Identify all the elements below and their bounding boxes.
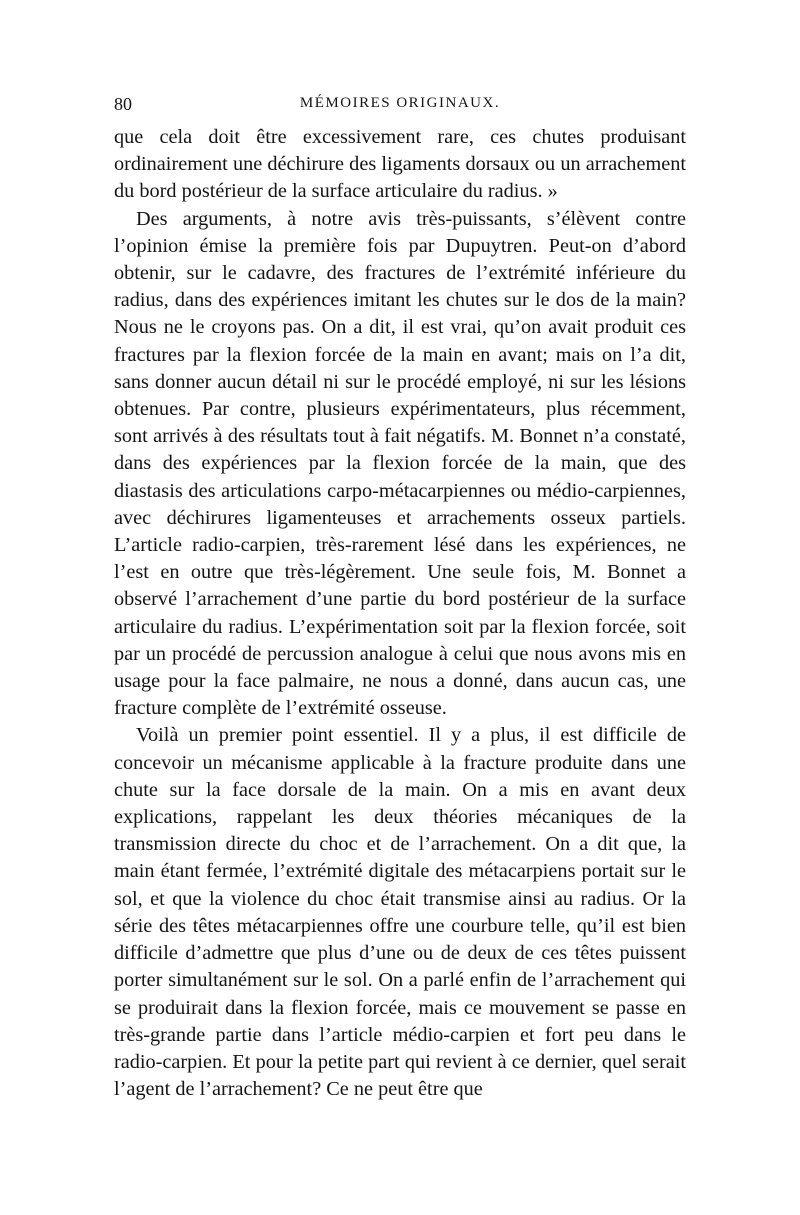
paragraph-arguments: Des arguments, à notre avis très-puissants, s’élèvent contre l’opinion émise la première fois par Dupuytren. Peut-on d’abord obtenir, sur le cadavre, des fractures de l’extrémité inférieure du radius, dans des expériences imitant les chutes sur le dos de la main? Nous ne le croyons pas. On a dit, il est vrai, qu’on avait produit ces fractures par la flexion forcée de la main en avant; mais on l’a dit, sans donner aucun détail ni sur le procédé employé, ni sur les lésions obtenues. Par contre, plusieurs expérimentateurs, plus récemment, sont arrivés à des résultats tout à fait négatifs. M. Bonnet n’a constaté, dans des expériences par la flexion forcée de la main, que des diastasis des articulations carpo-métacarpiennes ou médio-carpiennes, avec déchirures ligamenteuses et arrachements osseux partiels. L’article radio-carpien, très-rarement lésé dans les expériences, ne l’est en outre que très-légèrement. Une seule fois, M. Bonnet a observé l’arrachement d’une partie du bord postérieur de la surface articulaire du radius. L’expérimentation soit par la flexion forcée, soit par un procédé de percussion analogue à celui que nous avons mis en usage pour la face palmaire, ne nous a donné, dans aucun cas, une fracture complète de l’extrémité osseuse. bbox=[114, 207, 686, 720]
paragraph-continuation: que cela doit être excessivement rare, ces chutes produisant ordinairement une déchirure des ligaments dorsaux ou un arrachement du bord postérieur de la surface articulaire du radius. » bbox=[114, 126, 686, 203]
body-text bbox=[114, 124, 686, 1103]
running-title: MÉMOIRES ORIGINAUX. bbox=[299, 95, 501, 111]
paragraph-mechanism: Voilà un premier point essentiel. Il y a plus, il est difficile de concevoir un mécanisme applicable à la fracture produite dans une chute sur la face dorsale de la main. On a mis en avant deux explications, rappelant les deux théories mécaniques de la transmission directe du choc et de l’arrachement. On a dit que, la main étant fermée, l’extrémité digitale des métacarpiens portait sur le sol, et que la violence du choc était transmise ainsi au radius. Or la série des têtes métacarpiennes offre une courbure telle, qu’il est bien difficile d’admettre que plus d’une ou de deux de ces têtes puissent porter simultanément sur le sol. On a parlé enfin de l’arrachement qui se produirait dans la flexion forcée, mais ce mouvement se passe en très-grande partie dans l’article médio-carpien et fort peu dans le radio-carpien. Et pour la petite part qui revient à ce dernier, quel serait l’agent de l’arrachement? Ce ne peut être que bbox=[114, 724, 686, 1101]
running-head bbox=[114, 94, 686, 124]
book-page bbox=[114, 94, 686, 1103]
page-number: 80 bbox=[114, 94, 132, 114]
